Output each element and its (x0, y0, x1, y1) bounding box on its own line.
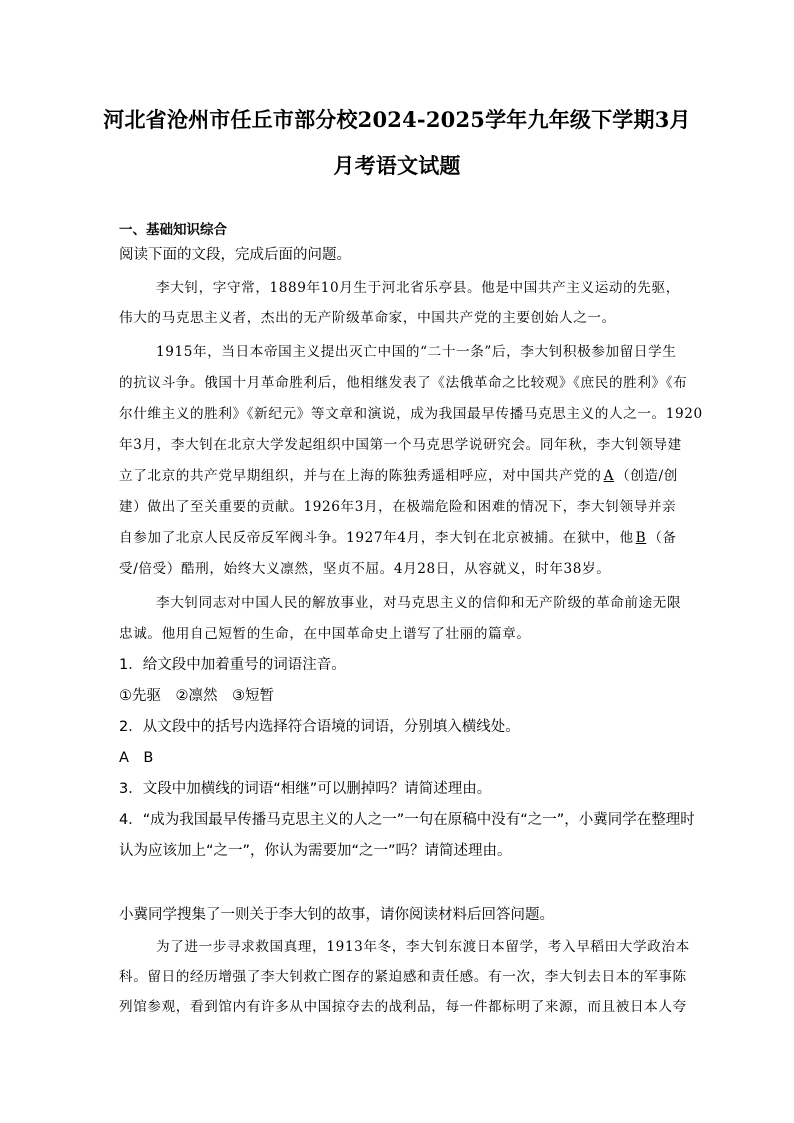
question-2: 2．从文段中的括号内选择符合语境的词语，分别填入横线处。 (119, 719, 520, 735)
passage-line: 李大钊，字守常，1889年10月生于河北省乐亭县。他是中国共产主义运动的先驱， (156, 280, 680, 296)
instruction-text: 阅读下面的文段，完成后面的问题。 (119, 247, 351, 263)
section-heading: 一、基础知识综合 (119, 222, 227, 238)
document-title-line1: 河北省沧州市任丘市部分校2024-2025学年九年级下学期3月 (103, 107, 691, 132)
question-3: 3．文段中加横线的词语“相继”可以删掉吗？请简述理由。 (119, 781, 492, 797)
story-line: 为了进一步寻求救国真理，1913年冬，李大钊东渡日本留学，考入早稻田大学政治本 (156, 939, 690, 955)
blank-b: B (635, 530, 647, 546)
passage-line (119, 466, 678, 486)
passage-line: 受/倍受）酷刑，始终大义凛然，坚贞不屈。4月28日，从容就义，时年38岁。 (119, 561, 611, 577)
passage-line (119, 528, 677, 548)
passage-text: （创造/创 (616, 468, 678, 484)
passage-line: 伟大的马克思主义者，杰出的无产阶级革命家，中国共产党的主要创始人之一。 (119, 310, 616, 326)
question-2-items: A B (119, 750, 154, 766)
question-1-items: ①先驱 ②凛然 ③短暂 (119, 688, 274, 704)
blank-a: A (603, 468, 615, 484)
passage-text: 立了北京的共产党早期组织，并与在上海的陈独秀遥相呼应，对中国共产党的 (119, 468, 602, 484)
passage-line: 李大钊同志对中国人民的解放事业，对马克思主义的信仰和无产阶级的革命前途无限 (156, 595, 682, 611)
passage-line: 年3月，李大钊在北京大学发起组织中国第一个马克思学说研究会。同年秋，李大钊领导建 (119, 437, 682, 453)
story-line: 列馆参观，看到馆内有许多从中国掠夺去的战利品，每一件都标明了来源，而且被日本人夸 (119, 999, 687, 1015)
passage-line: 忠诚。他用自己短暂的生命，在中国革命史上谱写了壮丽的篇章。 (119, 626, 531, 642)
instruction-text-2: 小冀同学搜集了一则关于李大钊的故事，请你阅读材料后回答问题。 (119, 907, 554, 923)
passage-text: （备 (648, 530, 677, 546)
story-line: 科。留日的经历增强了李大钊救亡图存的紧迫感和责任感。有一次，李大钊去日本的军事陈 (119, 969, 687, 985)
passage-text: 自参加了北京人民反帝反军阀斗争。1927年4月，李大钊在北京被捕。在狱中，他 (119, 530, 634, 546)
passage-line: 的抗议斗争。俄国十月革命胜利后，他相继发表了《法俄革命之比较观》《庶民的胜利》《布 (119, 375, 688, 391)
document-title-line2: 月考语文试题 (333, 153, 461, 178)
question-4-line1: 4．“成为我国最早传播马克思主义的人之一”一句在原稿中没有“之一”，小冀同学在整理时 (119, 812, 695, 828)
passage-line: 1915年，当日本帝国主义提出灭亡中国的“二十一条”后，李大钊积极参加留日学生 (156, 344, 677, 360)
passage-line: 尔什维主义的胜利》《新纪元》等文章和演说，成为我国最早传播马克思主义的人之一。1920 (119, 406, 703, 422)
passage-line: 建）做出了至关重要的贡献。1926年3月，在极端危险和困难的情况下，李大钊领导并亲 (119, 499, 677, 515)
question-4-line2: 认为应该加上“之一”，你认为需要加“之一”吗？请简述理由。 (119, 843, 512, 859)
question-1: 1．给文段中加着重号的词语注音。 (119, 657, 346, 673)
